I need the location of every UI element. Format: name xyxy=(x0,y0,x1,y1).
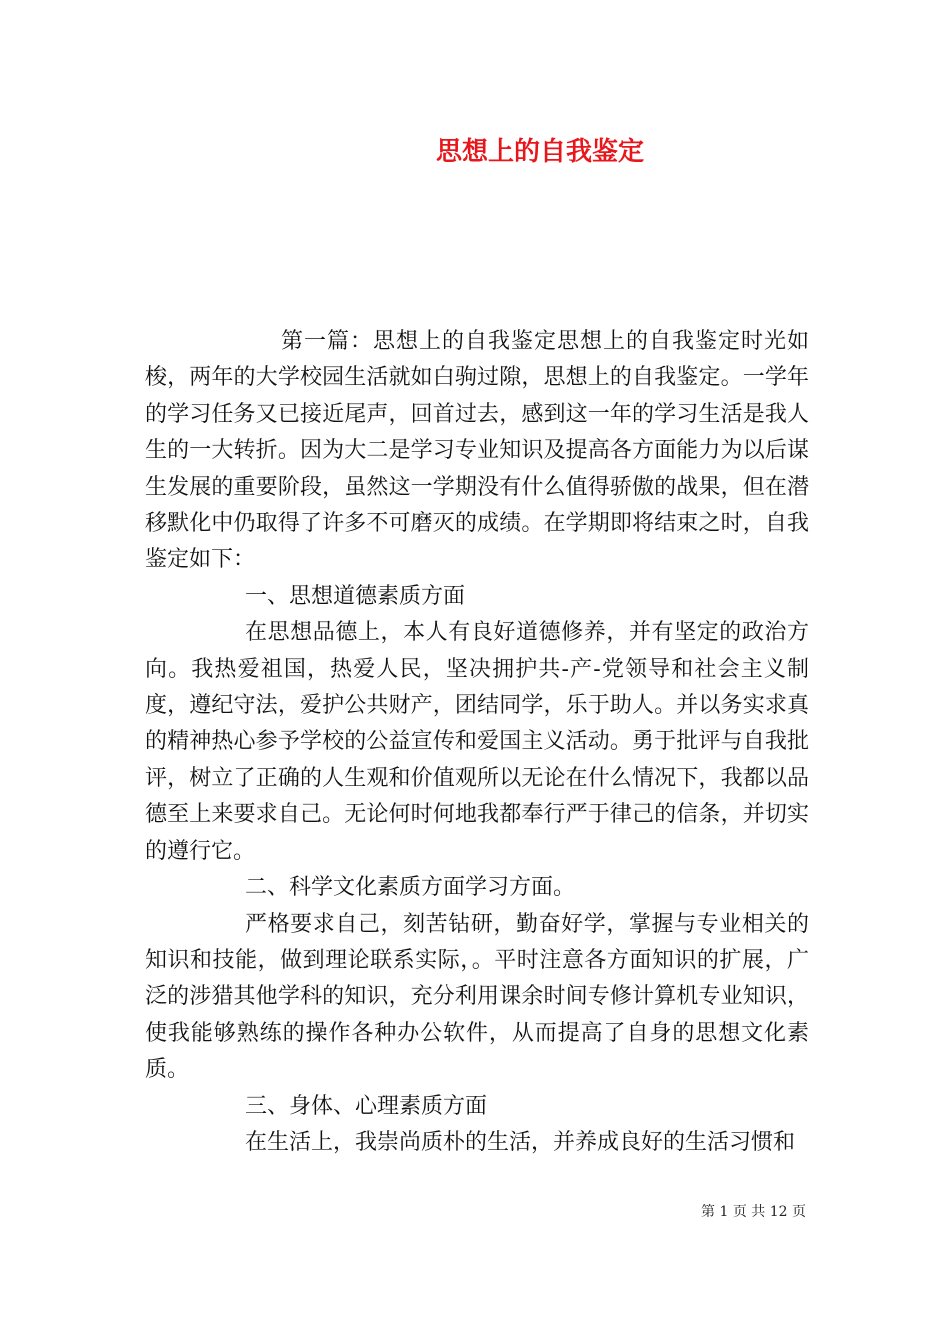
heading-body-mind: 三、身体、心理素质方面 xyxy=(245,1093,488,1119)
paragraph-body-mind: 在生活上，我崇尚质朴的生活，并养成良好的生活习惯和 xyxy=(245,1129,796,1155)
paragraph-science-culture: 严格要求自己，刻苦钻研，勤奋好学，掌握与专业相关的知识和技能，做到理论联系实际，。平时注意各方面知识的扩展，广泛的涉猎其他学科的知识，充分利用课余时间专修计算机专业知识，使我能够熟练的操作各种办公软件，从而提高了自身的思想文化素质。 xyxy=(145,911,809,1083)
document-title: 思想上的自我鉴定 xyxy=(435,137,644,167)
heading-science-culture: 二、科学文化素质方面学习方面。 xyxy=(245,875,576,901)
paragraph-intro: 第一篇：思想上的自我鉴定思想上的自我鉴定时光如梭，两年的大学校园生活就如白驹过隙，思想上的自我鉴定。一学年的学习任务又已接近尾声，回首过去，感到这一年的学习生活是我人生的一大转折。因为大二是学习专业知识及提高各方面能力为以后谋生发展的重要阶段，虽然这一学期没有什么值得骄傲的战果，但在潜移默化中仍取得了许多不可磨灭的成绩。在学期即将结束之时，自我鉴定如下： xyxy=(145,329,809,573)
paragraph-moral-quality: 在思想品德上，本人有良好道德修养，并有坚定的政治方向。我热爱祖国，热爱人民，坚决拥护共-产-党领导和社会主义制度，遵纪守法，爱护公共财产，团结同学，乐于助人。并以务实求真的精神热心参予学校的公益宣传和爱国主义活动。勇于批评与自我批评，树立了正确的人生观和价值观所以无论在什么情况下，我都以品德至上来要求自己。无论何时何地我都奉行严于律己的信条，并切实的遵行它。 xyxy=(145,620,809,864)
document-body xyxy=(145,324,809,1161)
heading-moral-quality: 一、思想道德素质方面 xyxy=(245,583,466,609)
page-number-footer: 第 1 页 共 12 页 xyxy=(701,1204,806,1220)
